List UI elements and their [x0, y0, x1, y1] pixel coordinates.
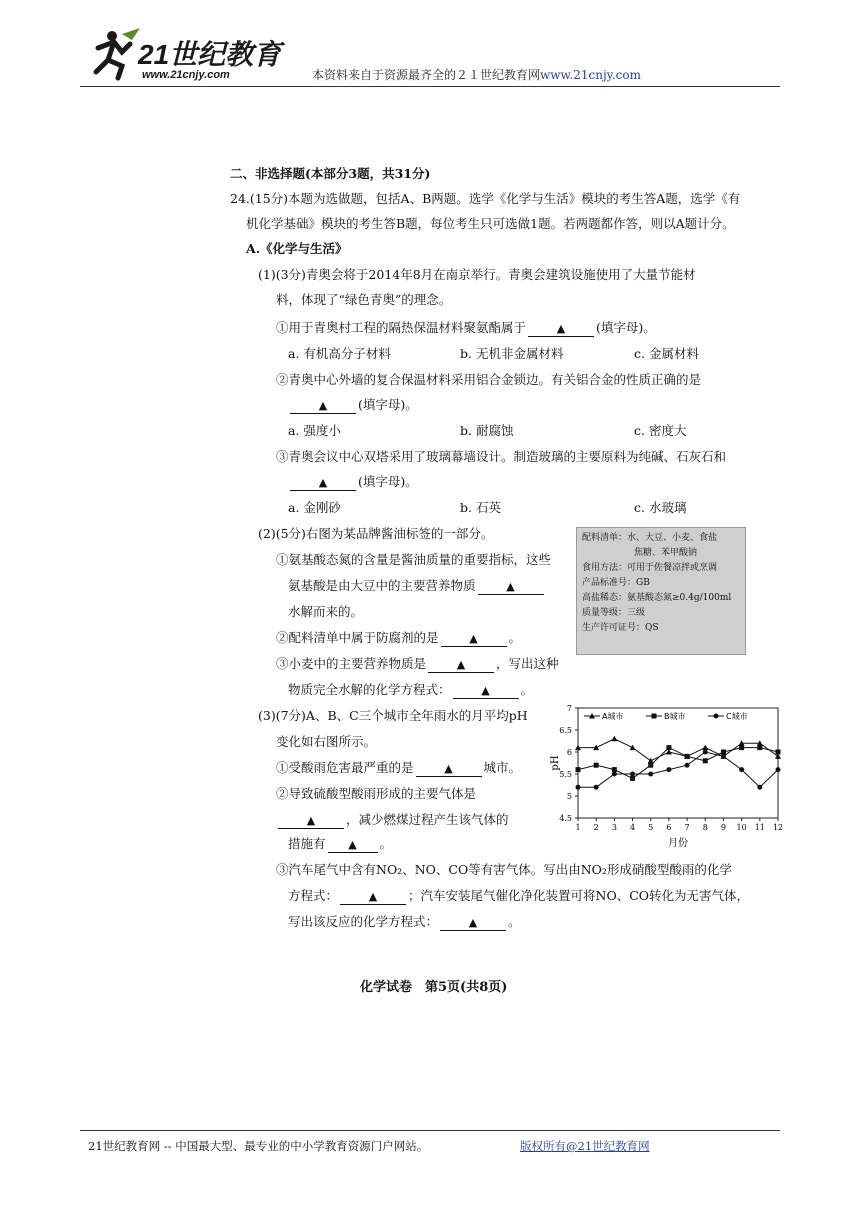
ph-line-chart: [550, 700, 785, 848]
answer-blank[interactable]: ▲: [416, 762, 482, 777]
p2-q3: [276, 656, 559, 673]
label-line: 配料清单：水、大豆、小麦、食盐: [582, 533, 718, 543]
label-line: 高盐稀态：氨基酸态氮≥0.4g/100ml: [582, 593, 732, 603]
p1-q3-opt-a: a. 金刚砂: [288, 500, 341, 515]
x-tick-label: 5: [648, 823, 654, 832]
y-tick-label: 4.5: [559, 814, 572, 823]
p1-q3-opt-c: c. 水玻璃: [634, 500, 687, 515]
series-line-1: [578, 748, 778, 779]
legend-label: B城市: [664, 712, 686, 721]
data-point-square: [630, 776, 635, 781]
answer-blank[interactable]: ▲: [478, 580, 544, 595]
p3-q3-b-text: 方程式：: [288, 888, 339, 903]
p1-q2-opt-b: b. 耐腐蚀: [460, 423, 514, 438]
data-point-circle: [648, 772, 653, 777]
data-point-square: [576, 767, 581, 772]
answer-blank[interactable]: ▲: [290, 399, 356, 414]
p2-q3-tail: 。: [520, 682, 534, 697]
p3-line-2: 变化如右图所示。: [276, 734, 377, 749]
series-line-0: [578, 739, 778, 761]
part-a-title: A.《化学与生活》: [246, 241, 348, 256]
q24-line-1: 24.(15分)本题为选做题，包括A、B两题。选学《化学与生活》模块的考生答A题，选学《有: [230, 191, 741, 206]
x-tick-label: 1: [575, 823, 581, 832]
answer-blank[interactable]: ▲: [441, 632, 507, 647]
p3-q1: [276, 760, 521, 777]
label-line: 焦糖、苯甲酸钠: [634, 548, 698, 558]
x-axis-label: 月份: [668, 838, 688, 848]
x-tick-label: 9: [720, 823, 727, 832]
page-footer: 化学试卷 第5页(共8页): [360, 980, 508, 995]
data-point-square: [594, 763, 599, 768]
label-line: 质量等级：三级: [582, 608, 646, 618]
data-point-circle: [594, 785, 599, 790]
label-line: 产品标准号：GB: [582, 578, 650, 588]
header-divider: [80, 86, 780, 87]
data-point-circle: [576, 785, 581, 790]
header-note: [312, 66, 641, 83]
legend-label: C城市: [726, 712, 748, 721]
p3-q3-b2: ；汽车安装尾气催化净化装置可将NO、CO转化为无害气体，: [408, 888, 750, 903]
p1-q3: ③青奥会议中心双塔采用了玻璃幕墙设计。制造玻璃的主要原料为纯碱、石灰石和: [276, 449, 727, 464]
data-point-square: [648, 763, 653, 768]
p1-line-1: (1)(3分)青奥会将于2014年8月在南京举行。青奥会建筑设施使用了大量节能材: [258, 267, 696, 282]
p1-line-2: 料，体现了“绿色青奥”的理念。: [276, 292, 452, 307]
data-point-circle: [666, 767, 671, 772]
data-point-square: [776, 750, 781, 755]
data-point-circle: [685, 763, 690, 768]
data-point-square: [757, 745, 762, 750]
p1-q1: [276, 320, 656, 337]
data-point-triangle: [702, 745, 708, 751]
x-tick-label: 8: [702, 823, 708, 832]
p1-q3-answer: [288, 474, 418, 491]
copyright-link[interactable]: 版权所有@21世纪教育网: [520, 1139, 650, 1153]
p1-q3-opt-b: b. 石英: [460, 500, 501, 515]
answer-blank[interactable]: ▲: [278, 814, 344, 829]
data-point-square: [666, 745, 671, 750]
p3-q1-tail: 城市。: [483, 760, 522, 775]
p1-q2-answer: [288, 397, 418, 414]
y-axis-label: pH: [550, 755, 561, 771]
y-tick-label: 5: [566, 792, 572, 801]
p3-q2-c-text: 措施有: [288, 836, 326, 851]
p3-q2-b: [276, 812, 509, 829]
x-tick-label: 7: [684, 823, 690, 832]
answer-blank[interactable]: ▲: [453, 684, 519, 699]
p3-line-1: (3)(7分)A、B、C三个城市全年雨水的月平均pH: [258, 708, 528, 723]
p2-q1-a: ①氨基酸态氮的含量是酱油质量的重要指标，这些: [276, 552, 552, 567]
data-point-circle: [776, 767, 781, 772]
section-title: 二、非选择题(本部分3题，共31分): [230, 166, 431, 181]
p1-q1-tail: (填字母)。: [596, 320, 656, 335]
data-point-circle: [757, 785, 762, 790]
x-tick-label: 11: [754, 823, 765, 832]
logo-text: 21世纪教育: [138, 39, 282, 70]
p3-q3-a: ③汽车尾气中含有NO₂、NO、CO等有害气体。写出由NO₂形成硝酸型酸雨的化学: [276, 862, 732, 877]
p3-q2-b-text: ，减少燃煤过程产生该气体的: [346, 812, 509, 827]
answer-blank[interactable]: ▲: [290, 476, 356, 491]
header-note-text: 本资料来自于资源最齐全的２１世纪教育网: [312, 68, 541, 82]
p2-q3-b-text: 物质完全水解的化学方程式：: [288, 682, 451, 697]
site-logo: [88, 26, 288, 86]
p1-q2-tail: (填字母)。: [358, 397, 418, 412]
p1-q2-opt-c: c. 密度大: [634, 423, 687, 438]
y-tick-label: 5.5: [559, 770, 572, 779]
x-tick-label: 2: [593, 823, 599, 832]
p3-q3-tail: 。: [508, 914, 521, 929]
p1-q1-opt-a: a. 有机高分子材料: [288, 346, 391, 361]
p3-q1-text: ①受酸雨危害最严重的是: [276, 760, 414, 775]
answer-blank[interactable]: ▲: [328, 838, 378, 853]
p1-q1-text: ①用于青奥村工程的隔热保温材料聚氨酯属于: [276, 320, 527, 335]
data-point-square: [739, 745, 744, 750]
data-point-triangle: [611, 736, 617, 742]
data-point-circle: [630, 772, 635, 777]
p2-q3-b: [288, 682, 533, 699]
p1-q3-tail: (填字母)。: [358, 474, 418, 489]
answer-blank[interactable]: ▲: [428, 658, 494, 673]
p2-q3-mid: ，写出这种: [496, 656, 559, 671]
p3-q2-tail: 。: [379, 836, 393, 851]
y-tick-label: 6: [566, 748, 572, 757]
p2-q1-c: 水解而来的。: [288, 604, 364, 619]
soy-sauce-label: [576, 527, 746, 655]
p3-q2-c: [288, 836, 392, 853]
data-point-circle: [721, 754, 726, 759]
answer-blank[interactable]: ▲: [440, 916, 506, 931]
data-point-square: [685, 754, 690, 759]
x-tick-label: 10: [736, 823, 747, 832]
answer-blank[interactable]: ▲: [528, 322, 594, 337]
data-point-circle: [739, 767, 744, 772]
footer-note: 21世纪教育网 -- 中国最大型、最专业的中小学教育资源门户网站。: [88, 1139, 429, 1153]
y-tick-label: 6.5: [559, 726, 572, 735]
x-tick-label: 12: [772, 823, 784, 832]
p3-q3-c-text: 写出该反应的化学方程式：: [288, 914, 439, 929]
x-tick-label: 3: [611, 823, 617, 832]
logo-url: www.21cnjy.com: [142, 69, 230, 81]
p2-q2: [276, 630, 521, 647]
p1-q1-opt-c: c. 金属材料: [634, 346, 699, 361]
p3-q3-b: [288, 888, 749, 905]
footer-divider: [80, 1130, 780, 1131]
data-point-square: [652, 714, 657, 719]
p3-q3-c: [288, 914, 521, 931]
label-line: 生产许可证号：QS: [582, 623, 659, 633]
data-point-square: [721, 750, 726, 755]
p3-q2-a: ②导致硫酸型酸雨形成的主要气体是: [276, 786, 477, 801]
p1-q2-opt-a: a. 强度小: [288, 423, 341, 438]
answer-blank[interactable]: ▲: [340, 890, 406, 905]
data-point-circle: [612, 772, 617, 777]
runner-icon: [96, 28, 140, 78]
p2-line-1: (2)(5分)右图为某品牌酱油标签的一部分。: [258, 526, 494, 541]
data-point-triangle: [630, 745, 636, 751]
data-point-square: [612, 767, 617, 772]
legend-label: A城市: [602, 712, 624, 721]
q24-line-2: 机化学基础》模块的考生答B题，每位考生只可选做1题。若两题都作答，则以A题计分。: [246, 216, 735, 231]
data-point-square: [703, 758, 708, 763]
x-tick-label: 4: [629, 823, 636, 832]
p2-q1-b: [288, 578, 546, 595]
p1-q2: ②青奥中心外墙的复合保温材料采用铝合金锁边。有关铝合金的性质正确的是: [276, 372, 702, 387]
label-line: 食用方法：可用于佐餐凉拌或烹调: [582, 563, 718, 573]
x-tick-label: 6: [666, 823, 672, 832]
series-line-2: [578, 752, 778, 787]
p2-q2-tail: 。: [508, 630, 522, 645]
data-point-circle: [703, 750, 708, 755]
header-note-url[interactable]: www.21cnjy.com: [540, 68, 641, 82]
p2-q1-b-text: 氨基酸是由大豆中的主要营养物质: [288, 578, 476, 593]
p2-q3-text: ③小麦中的主要营养物质是: [276, 656, 427, 671]
p2-q2-text: ②配料清单中属于防腐剂的是: [276, 630, 439, 645]
p1-q1-opt-b: b. 无机非金属材料: [460, 346, 564, 361]
data-point-circle: [714, 714, 719, 719]
plot-frame: [578, 708, 778, 818]
y-tick-label: 7: [566, 704, 572, 713]
